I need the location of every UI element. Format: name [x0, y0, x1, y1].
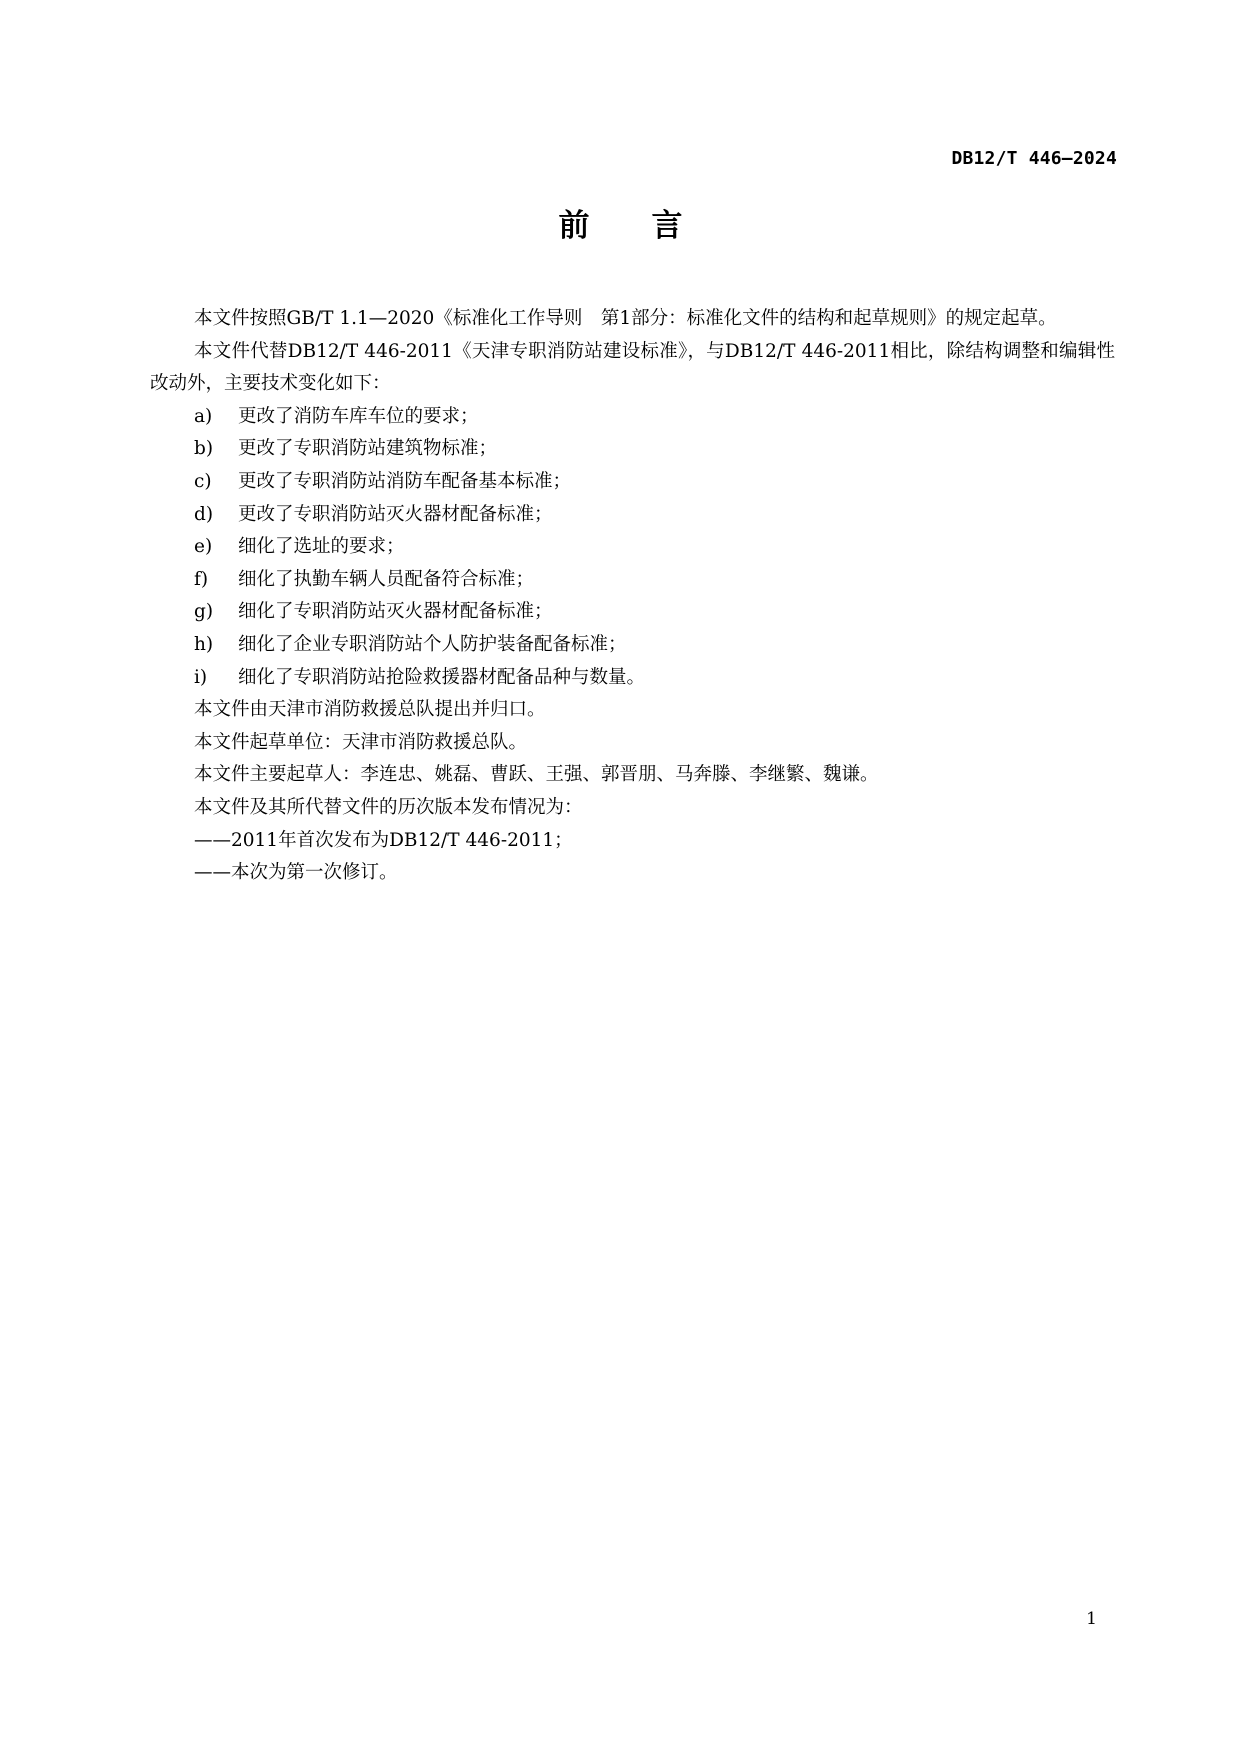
list-text: 细化了企业专职消防站个人防护装备配备标准；	[238, 633, 627, 655]
page-title: 前言	[558, 208, 745, 244]
list-item	[150, 662, 1115, 695]
list-marker: c)	[194, 470, 212, 492]
list-text: 细化了执勤车辆人员配备符合标准；	[238, 568, 535, 590]
paragraph-drafting-unit: 本文件起草单位：天津市消防救援总队。	[194, 731, 528, 753]
list-item	[150, 596, 1115, 629]
changes-list	[150, 401, 1115, 694]
list-text: 细化了选址的要求；	[238, 536, 405, 558]
paragraph-proposed-by: 本文件由天津市消防救援总队提出并归口。	[194, 699, 546, 721]
history-entry: ——2011年首次发布为DB12/T 446-2011；	[194, 829, 573, 851]
paragraph-replacement: 本文件代替DB12/T 446-2011《天津专职消防站建设标准》，与DB12/T 446-2011相比，除结构调整和编辑性改动外，主要技术变化如下：	[150, 340, 1115, 395]
list-text: 更改了消防车库车位的要求；	[238, 405, 479, 427]
list-marker: d)	[194, 503, 214, 525]
list-item	[150, 401, 1115, 434]
foreword-body	[150, 303, 1115, 890]
list-item	[150, 629, 1115, 662]
list-text: 细化了专职消防站灭火器材配备标准；	[238, 601, 553, 623]
list-marker: g)	[194, 601, 214, 623]
list-item	[150, 466, 1115, 499]
list-item	[150, 564, 1115, 597]
history-entry: ——本次为第一次修订。	[194, 862, 398, 884]
paragraph-history-intro: 本文件及其所代替文件的历次版本发布情况为：	[194, 796, 583, 818]
list-text: 更改了专职消防站建筑物标准；	[238, 438, 498, 460]
document-code: DB12/T 446—2024	[951, 148, 1117, 169]
list-text: 细化了专职消防站抢险救援器材配备品种与数量。	[238, 666, 646, 688]
paragraph-drafters: 本文件主要起草人：李连忠、姚磊、曹跃、王强、郭晋朋、马奔滕、李继繁、魏谦。	[194, 764, 879, 786]
list-marker: h)	[194, 633, 214, 655]
list-marker: e)	[194, 536, 213, 558]
list-item	[150, 531, 1115, 564]
list-item	[150, 499, 1115, 532]
list-marker: b)	[194, 438, 214, 460]
list-text: 更改了专职消防站灭火器材配备标准；	[238, 503, 553, 525]
page-number: 1	[1086, 1609, 1097, 1629]
list-marker: a)	[194, 405, 213, 427]
paragraph-drafting-rules: 本文件按照GB/T 1.1—2020《标准化工作导则 第1部分：标准化文件的结构和起草规则》的规定起草。	[194, 308, 1057, 329]
list-item	[150, 433, 1115, 466]
list-marker: i)	[194, 666, 208, 688]
list-text: 更改了专职消防站消防车配备基本标准；	[238, 470, 572, 492]
list-marker: f)	[194, 568, 209, 590]
